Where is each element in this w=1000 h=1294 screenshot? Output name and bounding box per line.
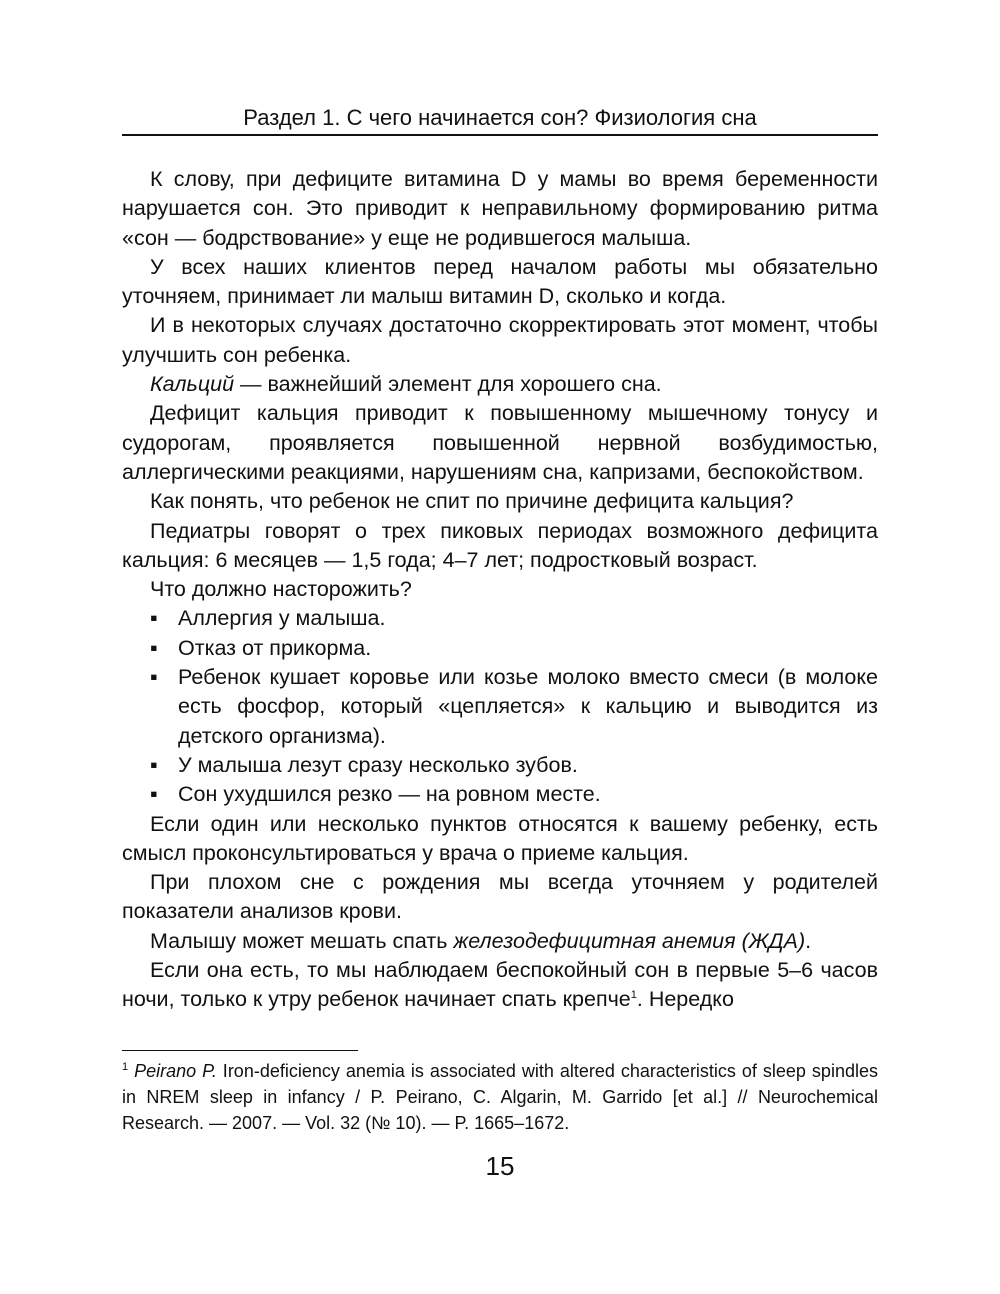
- paragraph-text: .: [805, 928, 812, 953]
- list-item: [122, 780, 878, 809]
- footnote-marker: 1: [122, 1061, 129, 1073]
- paragraph: Если один или несколько пунктов относятся к вашему ребенку, есть смысл проконсультироваться у врача о приеме кальция.: [122, 811, 878, 865]
- footnote: [122, 1058, 878, 1136]
- bullet-icon: ▪: [150, 665, 158, 690]
- italic-term: железодефицитная анемия (ЖДА): [453, 928, 806, 953]
- list-item-text: У малыша лезут сразу несколько зубов.: [178, 752, 578, 777]
- list-item: [122, 634, 878, 663]
- footnote-reference[interactable]: 1: [630, 989, 637, 1002]
- bullet-list: [122, 604, 878, 809]
- list-item: [122, 751, 878, 780]
- paragraph: К слову, при дефиците витамина D у мамы во время беременности нарушается сон. Это приводит к неправильному формированию ритма «сон — бодрствование» у еще не родившегося малыша.: [122, 167, 878, 250]
- page-number: 15: [485, 1151, 515, 1181]
- list-item: [122, 604, 878, 633]
- body-text: [122, 165, 878, 1015]
- running-head: Раздел 1. С чего начинается сон? Физиология сна: [243, 105, 757, 130]
- bullet-icon: ▪: [150, 752, 158, 777]
- list-item-text: Ребенок кушает коровье или козье молоко вместо смеси (в молоке есть фосфор, который «цепляется» к кальцию и выводится из детского организма).: [178, 665, 878, 748]
- paragraph: Дефицит кальция приводит к повышенному мышечному тонусу и судорогам, проявляется повышенной нервной возбудимостью, аллергическими реакциями, нарушениям сна, капризами, беспокойством.: [122, 401, 878, 484]
- header-rule: [122, 134, 878, 136]
- footnote-rule: [122, 1050, 358, 1051]
- paragraph: [122, 370, 878, 399]
- bullet-icon: ▪: [150, 606, 158, 631]
- bullet-icon: ▪: [150, 782, 158, 807]
- book-page: [122, 0, 878, 1294]
- paragraph: И в некоторых случаях достаточно скорректировать этот момент, чтобы улучшить сон ребенка.: [122, 313, 878, 367]
- paragraph: Как понять, что ребенок не спит по причине дефицита кальция?: [150, 489, 794, 514]
- paragraph: [122, 927, 878, 956]
- paragraph-text: Малышу может мешать спать: [150, 928, 454, 953]
- italic-term: Кальций: [150, 372, 235, 397]
- footnote-text: Iron-deficiency anemia is associated with altered characteristics of sleep spindles in NREM sleep in infancy / P. Peirano, C. Algarin, M. Garrido [et al.] // Neurochemical Research. — 2007. — Vol. 32 (№ 10). — P. 1665–1672.: [122, 1061, 878, 1133]
- paragraph: Педиатры говорят о трех пиковых периодах возможного дефицита кальция: 6 месяцев — 1,5 года; 4–7 лет; подростковый возраст.: [122, 518, 878, 572]
- bullet-icon: ▪: [150, 635, 158, 660]
- paragraph: Что должно насторожить?: [150, 577, 412, 602]
- paragraph-text: . Нередко: [636, 987, 734, 1012]
- paragraph-text: Если она есть, то мы наблюдаем беспокойный сон в первые 5–6 часов ночи, только к утру ребенок начинает спать крепче: [122, 958, 878, 1012]
- list-item-text: Аллергия у малыша.: [178, 606, 386, 631]
- list-item-text: Отказ от прикорма.: [178, 635, 372, 660]
- paragraph-text: — важнейший элемент для хорошего сна.: [234, 372, 662, 397]
- list-item: [122, 663, 878, 751]
- list-item-text: Сон ухудшился резко — на ровном месте.: [178, 782, 601, 807]
- paragraph: [122, 956, 878, 1015]
- footnote-author: Peirano P.: [134, 1061, 217, 1081]
- paragraph: При плохом сне с рождения мы всегда уточняем у родителей показатели анализов крови.: [122, 870, 878, 924]
- paragraph: У всех наших клиентов перед началом работы мы обязательно уточняем, принимает ли малыш витамин D, сколько и когда.: [122, 254, 878, 309]
